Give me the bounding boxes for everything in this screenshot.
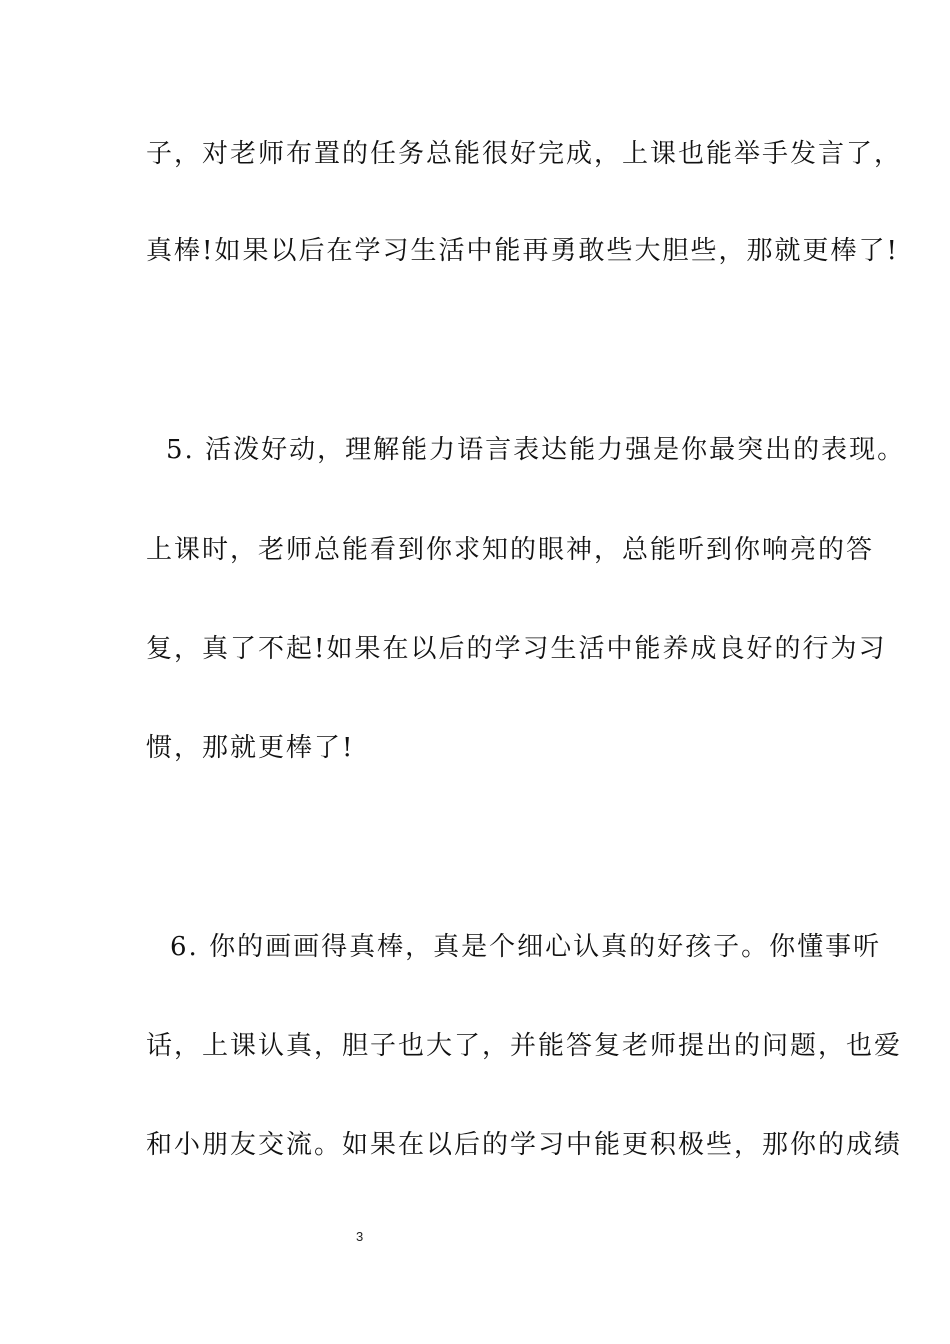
paragraph-5-line-3: 复，真了不起!如果在以后的学习生活中能养成良好的行为习 <box>146 634 887 664</box>
paragraph-5-line-2: 上课时，老师总能看到你求知的眼神，总能听到你响亮的答 <box>146 535 875 565</box>
paragraph-5-line-4: 惯，那就更棒了! <box>146 733 355 763</box>
paragraph-6-line-3: 和小朋友交流。如果在以后的学习中能更积极些，那你的成绩 <box>146 1130 903 1160</box>
paragraph-continued-line-1: 子，对老师布置的任务总能很好完成，上课也能举手发言了， <box>146 139 903 169</box>
paragraph-5-line-1: 5. 活泼好动，理解能力语言表达能力强是你最突出的表现。 <box>166 435 906 465</box>
paragraph-continued-line-2: 真棒!如果以后在学习生活中能再勇敢些大胆些，那就更棒了! <box>146 236 899 266</box>
paragraph-6-line-2: 话，上课认真，胆子也大了，并能答复老师提出的问题，也爱 <box>146 1031 903 1061</box>
paragraph-6-line-1: 6. 你的画画得真棒，真是个细心认真的好孩子。你懂事听 <box>170 932 882 962</box>
page-number: 3 <box>356 1229 364 1244</box>
